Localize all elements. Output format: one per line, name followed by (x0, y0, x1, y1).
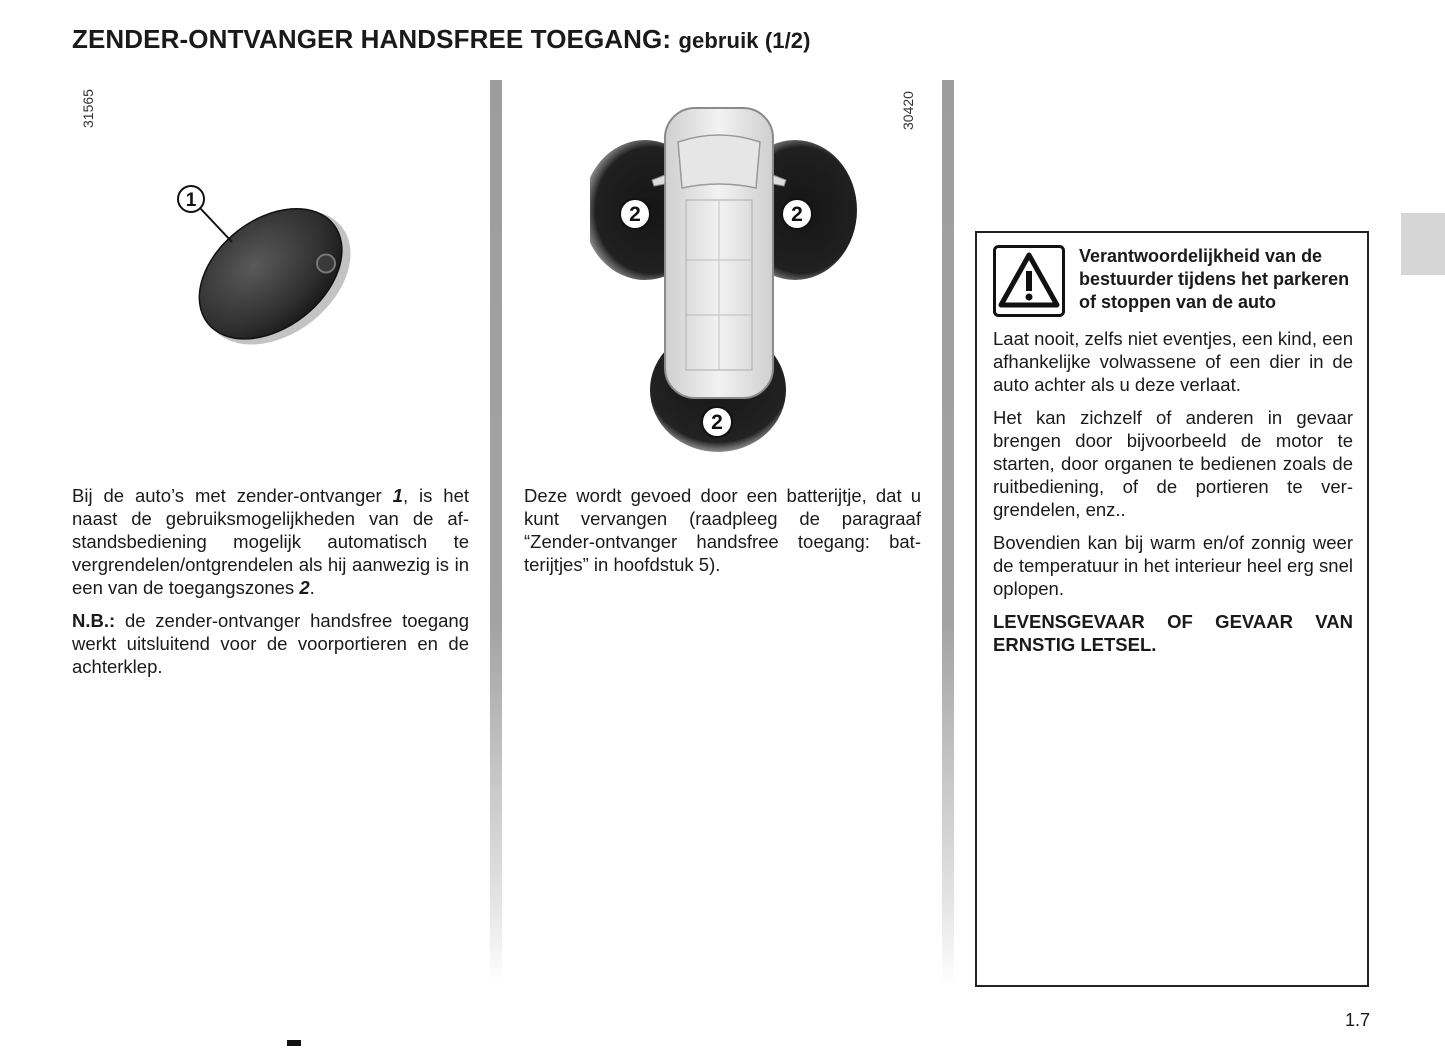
print-mark (287, 1040, 301, 1046)
page-title (72, 24, 811, 55)
callout-2-rear-label: 2 (711, 411, 723, 434)
callout-2-left (618, 197, 652, 231)
page-title-main: ZENDER-ONTVANGER HANDSFREE TOEGANG: (72, 24, 672, 54)
callout-2-right-label: 2 (791, 203, 803, 226)
battery-paragraph: Deze wordt gevoed door een batterijtje, dat u kunt vervangen (raadpleeg de paragraaf “Zender-ontvanger handsfree toegang: batterijtjes” in hoofdstuk 5). (524, 485, 921, 575)
text-run: . (309, 577, 315, 598)
van-top-view-icon (652, 108, 786, 398)
warning-body (993, 327, 1353, 656)
column-2-text (524, 484, 921, 576)
warning-emphasis: LEVENSGEVAAR OF GEVAAR VAN ERNSTIG LETSEL. (993, 611, 1353, 655)
warning-header (993, 243, 1353, 317)
nb-paragraph (72, 609, 469, 678)
column-1-text (72, 484, 469, 678)
nb-label: N.B.: (72, 610, 116, 631)
column-1-paragraph (72, 484, 469, 599)
figure-code-2: 30420 (900, 91, 916, 130)
callout-2-rear (700, 405, 734, 439)
text-run: , is het naast de gebruiksmogelijkheden van de afstandsbediening mogelijk automatisch te vergrendelen/ontgrendelen als hij aanwezig is in een van de toegangszones (72, 485, 470, 598)
callout-1-label: 1 (185, 190, 197, 211)
ref-2: 2 (299, 577, 310, 598)
text-run: Bij de auto’s met zender-ontvanger (72, 485, 393, 506)
column-divider-right (942, 80, 954, 985)
page-title-sub: gebruik (1/2) (678, 28, 811, 53)
page-number: 1.7 (1345, 1010, 1371, 1030)
warning-paragraph-2: Het kan zichzelf of anderen in gevaar brengen door bijvoorbeeld de motor te starten, door organen te bedienen zoals de ruitbediening, of de portieren te vergrendelen, enz.. (993, 407, 1353, 520)
chapter-tab-marker (1401, 213, 1445, 275)
column-divider-left (490, 80, 502, 985)
warning-triangle-icon (993, 245, 1065, 317)
ref-1: 1 (392, 485, 403, 506)
warning-box (975, 231, 1369, 987)
nb-text: de zender-ontvanger handsfree toegang werkt uitsluitend voor de voorportieren en de achterklep. (72, 610, 469, 677)
callout-2-right (780, 197, 814, 231)
warning-paragraph-1: Laat nooit, zelfs niet eventjes, een kind, een afhankelijke volwassene of een dier in de auto achter als u deze verlaat. (993, 328, 1353, 395)
callout-1-marker (176, 184, 206, 214)
callout-2-left-label: 2 (629, 203, 641, 226)
warning-paragraph-3: Bovendien kan bij warm en/of zonnig weer de temperatuur in het interieur heel erg snel oplopen. (993, 532, 1353, 599)
figure-code-1: 31565 (80, 89, 96, 128)
warning-title: Verantwoordelijkheid van de bestuurder tijdens het parkeren of stoppen van de auto (1079, 246, 1350, 312)
